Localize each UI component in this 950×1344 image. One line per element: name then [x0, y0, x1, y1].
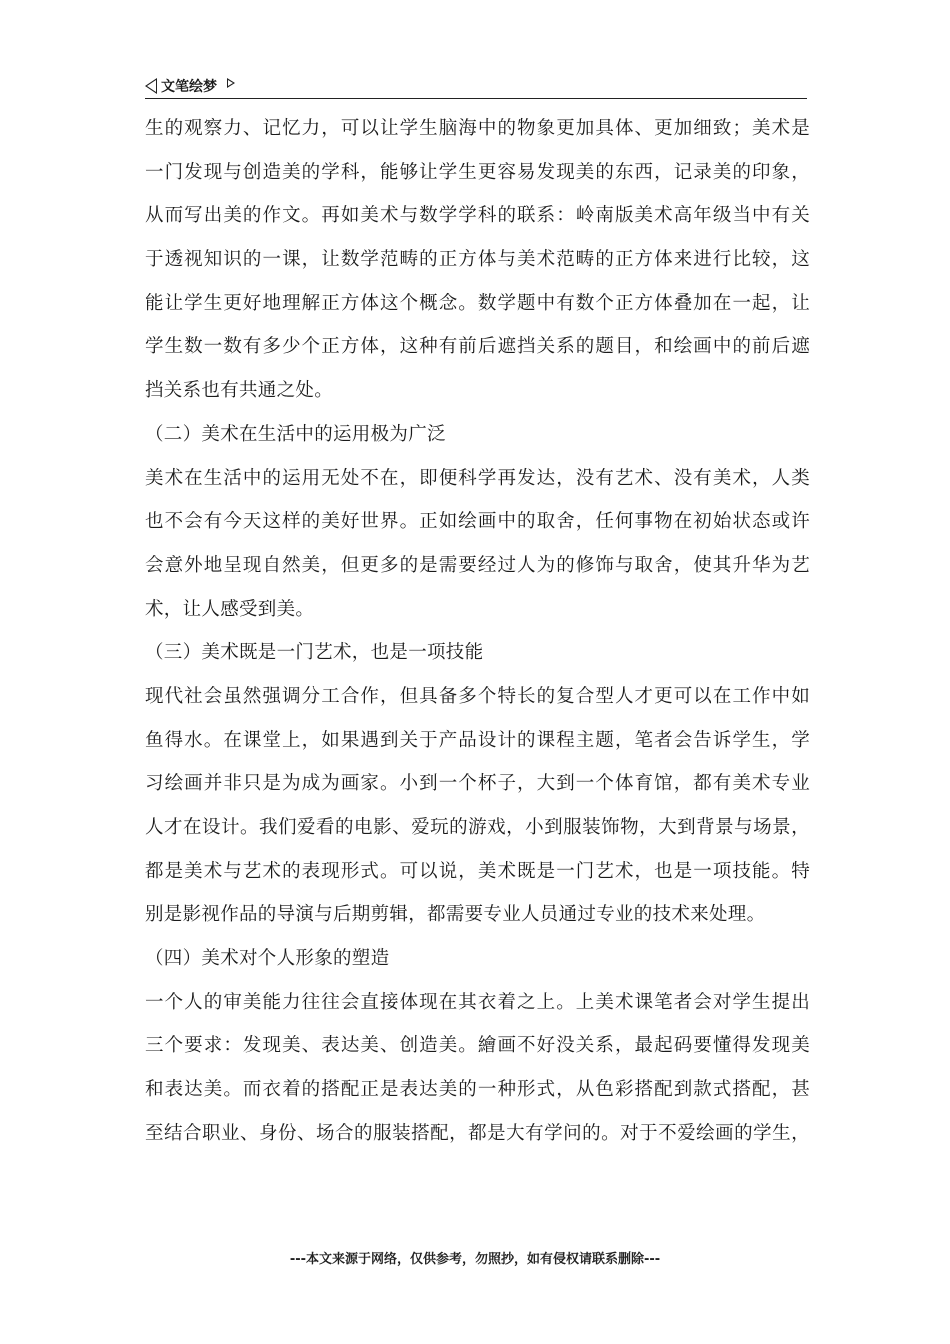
- text-line: 从而写出美的作文。再如美术与数学学科的联系：岭南版美术高年级当中有关: [145, 205, 810, 227]
- text-line: （二）美术在生活中的运用极为广泛: [145, 423, 446, 445]
- text-line: 生的观察力、记忆力，可以让学生脑海中的物象更加具体、更加细致；美术是: [145, 118, 810, 139]
- document-body: [145, 107, 810, 1156]
- text-line: 于透视知识的一课，让数学范畴的正方体与美术范畴的正方体来进行比较，这: [145, 249, 810, 271]
- text-line: 会意外地呈现自然美，但更多的是需要经过人为的修饰与取舍，使其升华为艺: [145, 554, 810, 576]
- text-line: 习绘画并非只是为成为画家。小到一个杯子，大到一个体育馆，都有美术专业: [145, 773, 810, 795]
- text-line: 三个要求：发现美、表达美、创造美。繪画不好没关系，最起码要懂得发现美: [145, 1035, 810, 1057]
- text-line: 和表达美。而衣着的搭配正是表达美的一种形式，从色彩搭配到款式搭配，甚: [145, 1079, 810, 1101]
- text-line: （四）美术对个人形象的塑造: [145, 948, 390, 970]
- text-line: 学生数一数有多少个正方体，这种有前后遮挡关系的题目，和绘画中的前后遮: [145, 336, 810, 358]
- text-line: 都是美术与艺术的表现形式。可以说，美术既是一门艺术，也是一项技能。特: [145, 860, 810, 882]
- text-line: 人才在设计。我们爱看的电影、爱玩的游戏，小到服装饰物，大到背景与场景，: [145, 817, 810, 838]
- text-line: （三）美术既是一门艺术，也是一项技能: [145, 642, 484, 664]
- footer-disclaimer: ---本文来源于网络，仅供参考，勿照抄，如有侵权请联系删除---: [289, 1252, 661, 1267]
- text-line: 美术在生活中的运用无处不在，即便科学再发达，没有艺术、没有美术，人类: [145, 467, 810, 489]
- header-title: 文笔绘梦: [161, 79, 217, 95]
- triangle-right-icon: [227, 78, 235, 88]
- text-line: 挡关系也有共通之处。: [145, 380, 334, 402]
- triangle-left-icon: [145, 78, 157, 94]
- text-line: 别是影视作品的导演与后期剪辑，都需要专业人员通过专业的技术来处理。: [145, 904, 766, 926]
- text-line: 一个人的审美能力往往会直接体现在其衣着之上。上美术课笔者会对学生提出: [145, 991, 810, 1013]
- text-line: 一门发现与创造美的学科，能够让学生更容易发现美的东西，记录美的印象，: [145, 161, 810, 183]
- text-line: 也不会有今天这样的美好世界。正如绘画中的取舍，任何事物在初始状态或许: [145, 511, 810, 533]
- text-line: 鱼得水。在课堂上，如果遇到关于产品设计的课程主题，笔者会告诉学生，学: [145, 729, 810, 751]
- text-line: 术，让人感受到美。: [145, 598, 315, 620]
- text-line: 至结合职业、身份、场合的服装搭配，都是大有学问的。对于不爱绘画的学生，: [145, 1122, 810, 1144]
- text-line: 能让学生更好地理解正方体这个概念。数学题中有数个正方体叠加在一起，让: [145, 292, 810, 314]
- page-header: [145, 74, 807, 99]
- text-line: 现代社会虽然强调分工合作，但具备多个特长的复合型人才更可以在工作中如: [145, 685, 810, 707]
